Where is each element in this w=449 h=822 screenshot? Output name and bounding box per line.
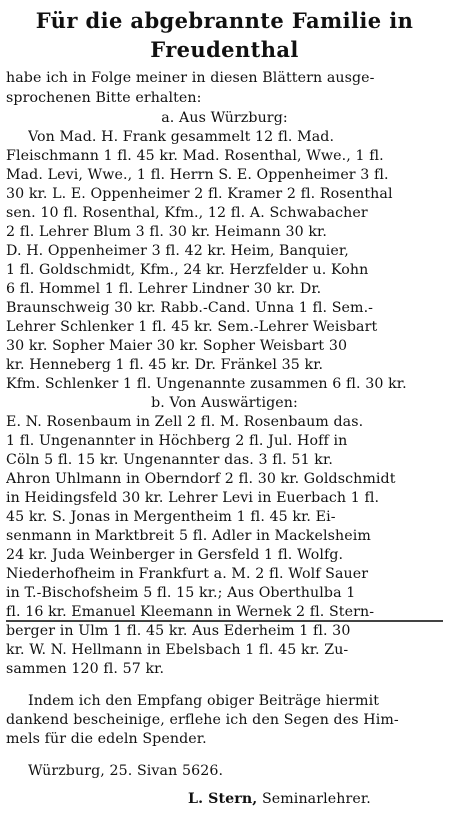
section-b-line: 24 kr. Juda Weinberger in Gersfeld 1 fl. Wolfg. <box>6 547 344 563</box>
closing-line: Indem ich den Empfang obiger Beiträge hiermit <box>28 693 380 709</box>
section-a-line: 30 kr. L. E. Oppenheimer 2 fl. Kramer 2 fl. Rosenthal <box>6 186 393 202</box>
section-a-line: 30 kr. Sopher Maier 30 kr. Sopher Weisbart 30 <box>6 338 348 354</box>
section-a-line: Fleischmann 1 fl. 45 kr. Mad. Rosenthal, Wwe., 1 fl. <box>6 148 384 164</box>
section-b-line: senmann in Marktbreit 5 fl. Adler in Mackelsheim <box>6 528 371 544</box>
signature-block <box>188 790 443 808</box>
section-a-line: kr. Henneberg 1 fl. 45 kr. Dr. Fränkel 35 kr. <box>6 357 324 373</box>
section-b-line: 1 fl. Ungenannter in Höchberg 2 fl. Jul. Hoff in <box>6 433 348 449</box>
intro-line: sprochenen Bitte erhalten: <box>6 90 202 106</box>
section-b-line: fl. 16 kr. Emanuel Kleemann in Wernek 2 fl. Stern- <box>6 604 375 620</box>
signature-place-date: Würzburg, 25. Sivan 5626. <box>28 763 224 779</box>
section-a-line: 1 fl. Goldschmidt, Kfm., 24 kr. Herzfelder u. Kohn <box>6 262 369 278</box>
section-b-heading: b. Von Auswärtigen: <box>151 395 298 411</box>
signature-name: L. Stern, <box>188 791 258 807</box>
intro-line: habe ich in Folge meiner in diesen Blättern ausge- <box>6 70 375 86</box>
section-a-line: sen. 10 fl. Rosenthal, Kfm., 12 fl. A. Schwabacher <box>6 205 368 221</box>
section-b-line: E. N. Rosenbaum in Zell 2 fl. M. Rosenbaum das. <box>6 414 364 430</box>
section-b-line: in Heidingsfeld 30 kr. Lehrer Levi in Euerbach 1 fl. <box>6 490 380 506</box>
notice-title-line-1: Für die abgebrannte Familie in <box>35 8 414 33</box>
section-b-line: Niederhofheim in Frankfurt a. M. 2 fl. Wolf Sauer <box>6 566 369 582</box>
section-a-heading: a. Aus Würzburg: <box>161 110 288 126</box>
notice-title-line-2: Freudenthal <box>150 37 299 62</box>
section-b-line: kr. W. N. Hellmann in Ebelsbach 1 fl. 45 kr. Zu- <box>6 642 349 658</box>
section-b-line: in T.-Bischofsheim 5 fl. 15 kr.; Aus Oberthulba 1 <box>6 585 356 601</box>
section-a-line: D. H. Oppenheimer 3 fl. 42 kr. Heim, Banquier, <box>6 243 349 259</box>
section-b-line: Cöln 5 fl. 15 kr. Ungenannter das. 3 fl. 51 kr. <box>6 452 333 468</box>
section-a-line: Von Mad. H. Frank gesammelt 12 fl. Mad. <box>28 129 335 145</box>
closing-line: dankend bescheinige, erflehe ich den Segen des Him- <box>6 712 399 728</box>
section-b-line: Ahron Uhlmann in Oberndorf 2 fl. 30 kr. Goldschmidt <box>6 471 396 487</box>
section-a-line: 2 fl. Lehrer Blum 3 fl. 30 kr. Heimann 30 kr. <box>6 224 327 240</box>
signature-title: Seminarlehrer. <box>261 791 371 807</box>
section-b-line: sammen 120 fl. 57 kr. <box>6 661 165 677</box>
section-a-line: Braunschweig 30 kr. Rabb.-Cand. Unna 1 fl. Sem.- <box>6 300 374 316</box>
section-a-line: 6 fl. Hommel 1 fl. Lehrer Lindner 30 kr. Dr. <box>6 281 322 297</box>
section-b-line: 45 kr. S. Jonas in Mergentheim 1 fl. 45 kr. Ei- <box>6 509 336 525</box>
section-a-line: Kfm. Schlenker 1 fl. Ungenannte zusammen 6 fl. 30 kr. <box>6 376 407 392</box>
section-b-line: berger in Ulm 1 fl. 45 kr. Aus Ederheim 1 fl. 30 <box>6 623 351 639</box>
section-a-line: Lehrer Schlenker 1 fl. 45 kr. Sem.-Lehrer Weisbart <box>6 319 378 335</box>
closing-line: mels für die edeln Spender. <box>6 731 207 747</box>
section-a-line: Mad. Levi, Wwe., 1 fl. Herrn S. E. Oppenheimer 3 fl. <box>6 167 389 183</box>
